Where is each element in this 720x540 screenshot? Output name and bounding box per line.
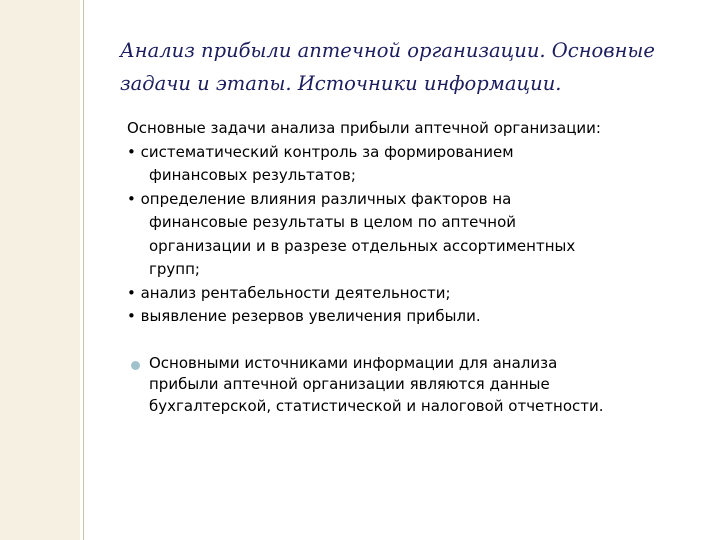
sources-line: прибыли аптечной организации являются данные [149,375,550,393]
task-line: финансовые результаты в целом по аптечной [149,213,517,231]
task-line: • выявление резервов увеличения прибыли. [127,307,481,325]
slide-title [120,34,700,100]
spacer [127,329,707,353]
task-line: • систематический контроль за формированием [127,142,514,161]
task-line: • анализ рентабельности деятельности; [127,283,451,302]
task-line: групп; [149,260,200,278]
task-line: финансовых результатов; [149,166,356,184]
tasks-heading: Основные задачи анализа прибыли аптечной организации: [127,119,601,137]
title-line-1: Анализ прибыли аптечной организации. Основные [120,39,655,62]
sidebar-divider [83,0,84,540]
title-line-2: задачи и этапы. Источники информации. [120,72,562,95]
sources-bullet [127,353,707,418]
task-line: • определение влияния различных факторов на [127,189,512,208]
sources-line: бухгалтерской, статистической и налоговой отчетности. [149,396,604,415]
task-line: организации и в разрезе отдельных ассортиментных [149,236,576,255]
bullet-dot-icon [131,361,140,370]
sources-line: Основными источниками информации для анализа [149,353,558,372]
slide-body [127,117,707,417]
sidebar-band [0,0,80,540]
